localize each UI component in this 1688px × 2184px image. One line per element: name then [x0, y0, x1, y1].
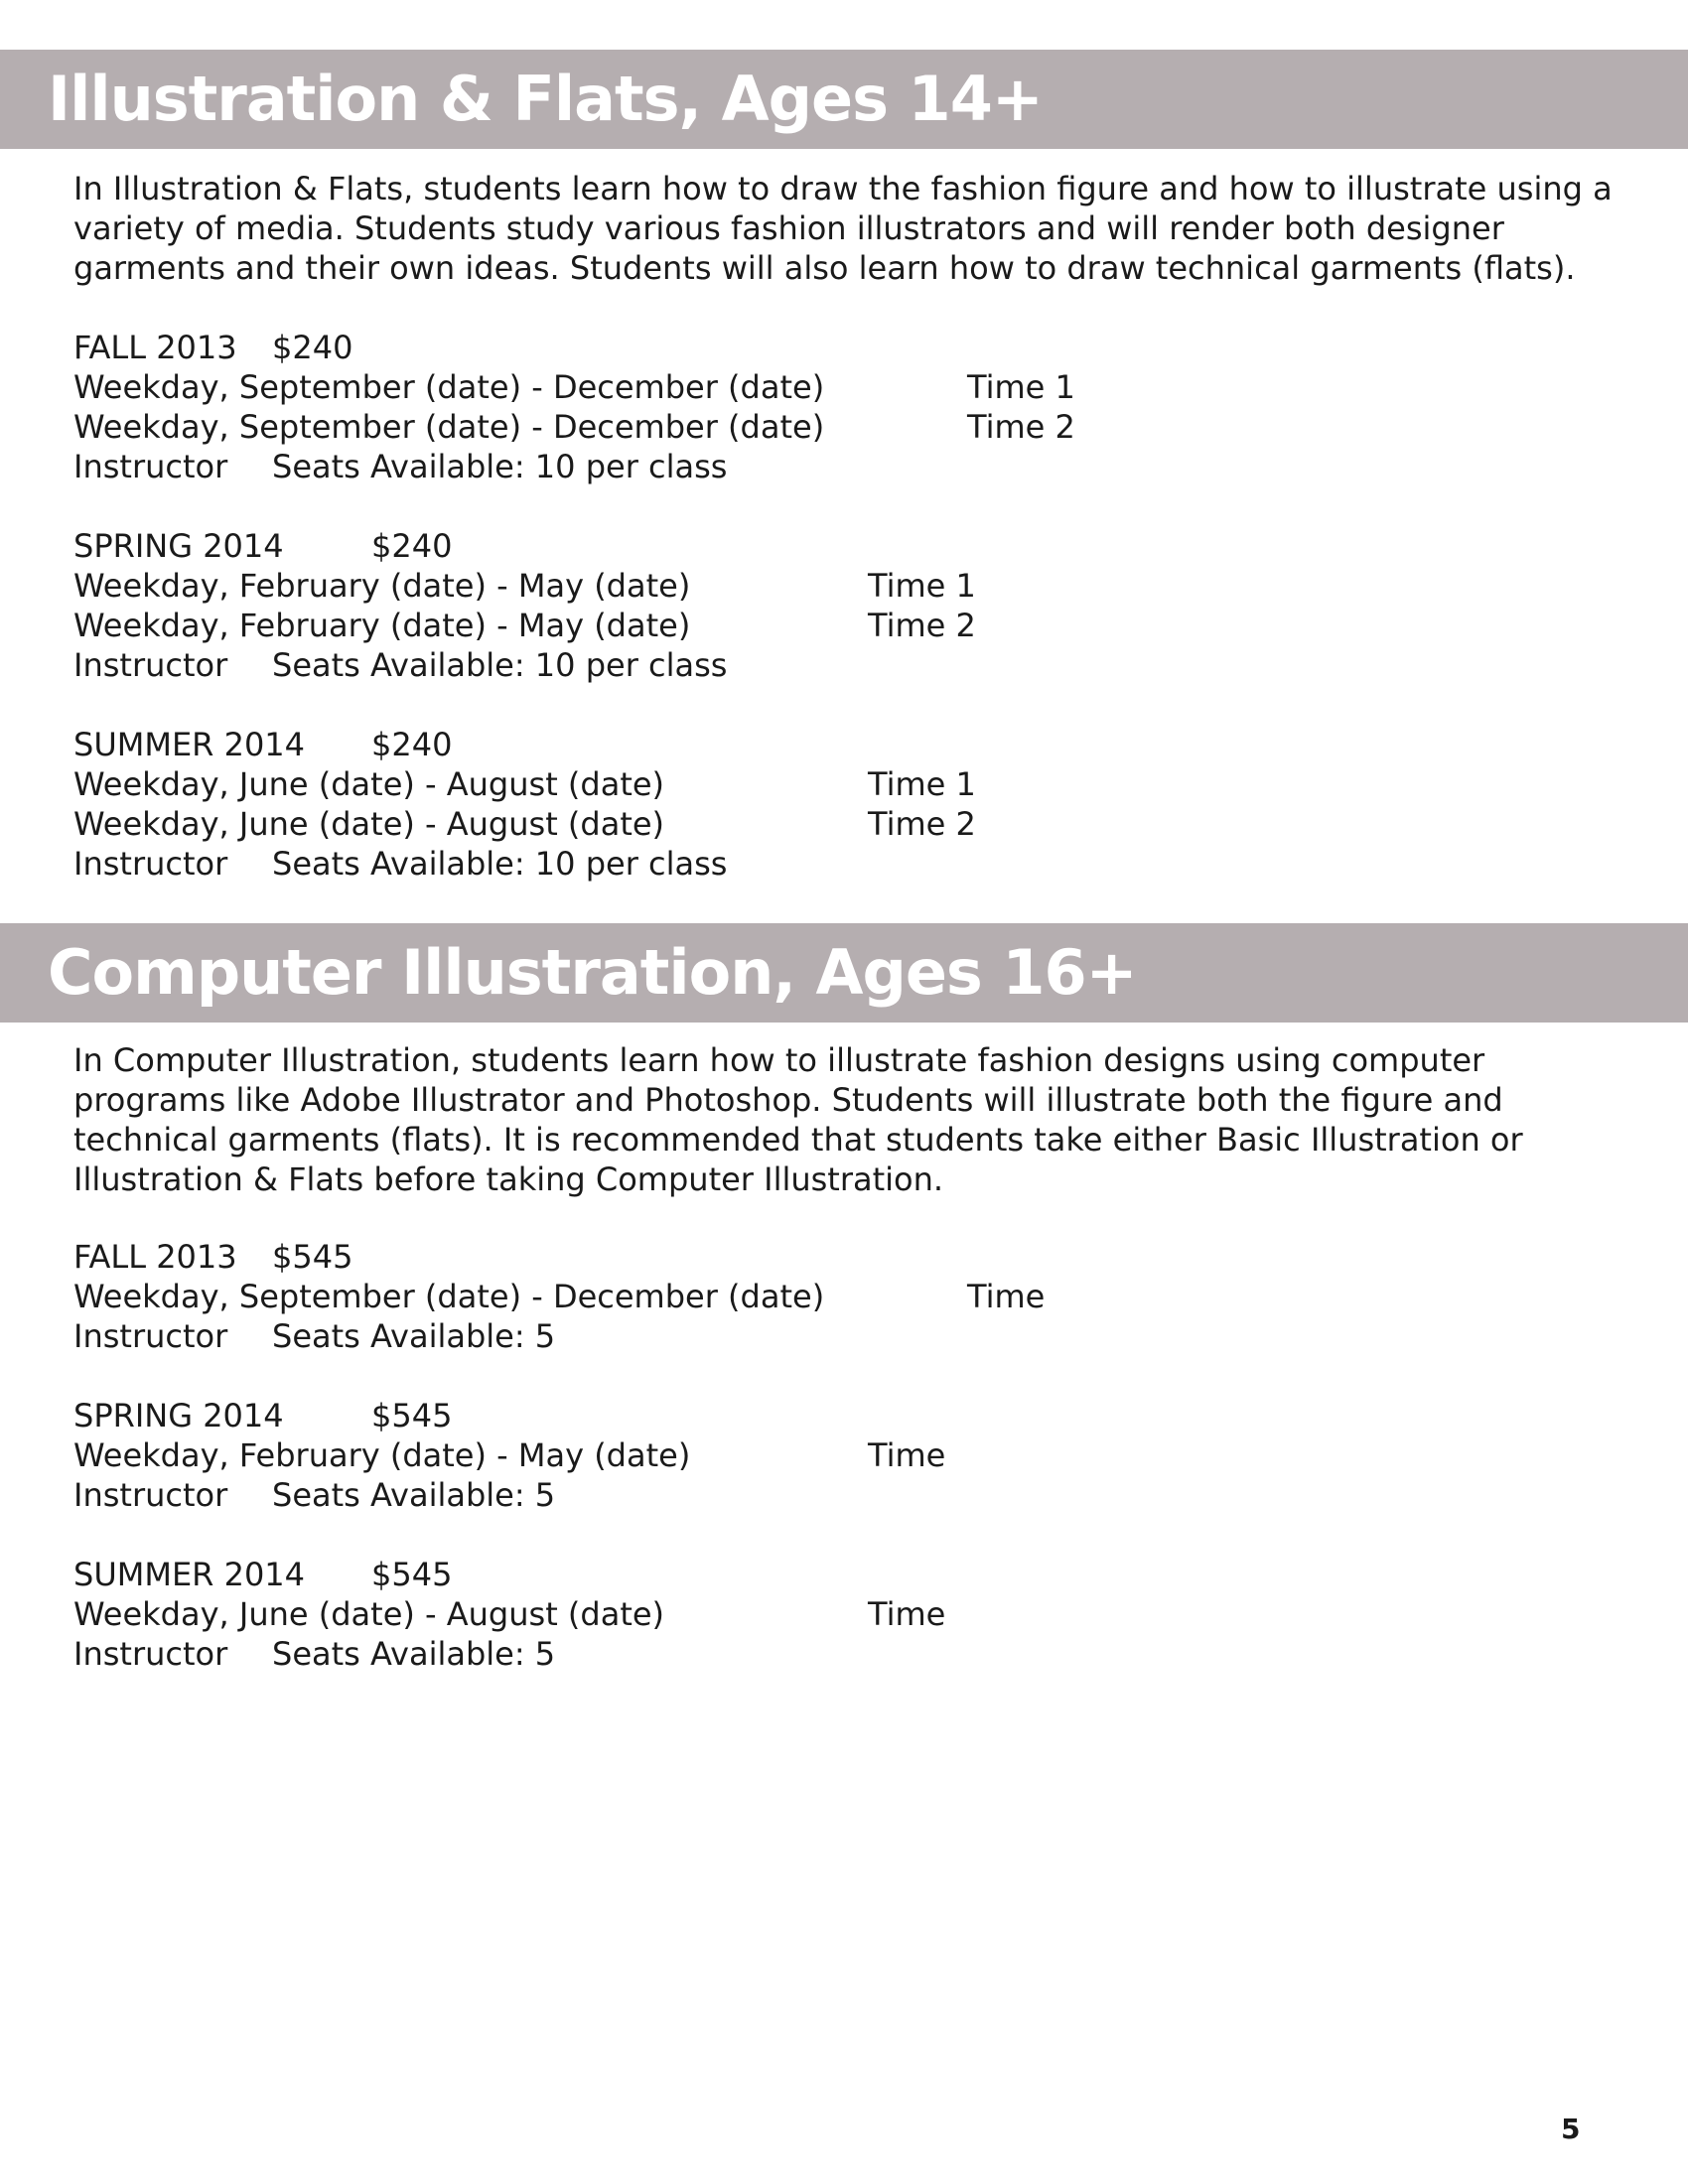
term-heading: [73, 526, 1166, 566]
session-dates: Weekday, February (date) - May (date): [73, 607, 691, 644]
session-time: Time 1: [868, 765, 976, 803]
term-block-spring-2014: [73, 1396, 1166, 1515]
session-dates: Weekday, June (date) - August (date): [73, 765, 665, 803]
section-header-computer-illustration: [0, 923, 1688, 1023]
seats-available: Seats Available: 5: [272, 1635, 556, 1673]
term-block-summer-2014: [73, 1555, 1166, 1674]
instructor-row: [73, 645, 1166, 685]
term-block-fall-2013: [73, 328, 1166, 486]
session-row: [73, 1594, 1166, 1634]
instructor-label: Instructor: [73, 646, 228, 684]
section-description: In Illustration & Flats, students learn how to draw the fashion figure and how to illustrate using a variety of media. Students study various fashion illustrators and will render both designer garments and their own ideas. Students will also learn how to draw technical garments (flats).: [73, 170, 1613, 287]
term-name: SPRING 2014: [73, 1397, 284, 1434]
session-time: Time: [868, 1595, 946, 1633]
instructor-row: [73, 1634, 1166, 1674]
session-row: [73, 1435, 1166, 1475]
term-block-spring-2014: [73, 526, 1166, 685]
session-row: [73, 764, 1166, 804]
section-title: Illustration & Flats, Ages 14+: [48, 63, 1043, 135]
session-dates: Weekday, September (date) - December (date): [73, 1278, 825, 1315]
session-row: [73, 606, 1166, 645]
session-row: [73, 367, 1166, 407]
term-heading: [73, 328, 1166, 367]
term-price: $545: [371, 1397, 453, 1434]
term-heading: [73, 1555, 1166, 1594]
instructor-row: [73, 844, 1166, 884]
instructor-label: Instructor: [73, 1317, 228, 1355]
session-row: [73, 804, 1166, 844]
section-header-illustration-flats: [0, 50, 1688, 149]
session-time: Time 2: [868, 805, 976, 843]
seats-available: Seats Available: 5: [272, 1476, 556, 1514]
instructor-label: Instructor: [73, 448, 228, 485]
section-description: In Computer Illustration, students learn how to illustrate fashion designs using computer programs like Adobe Illustrator and Photoshop. Students will illustrate both the figure and technical garments (flats). It is recommended that students take either Basic Illustration or Illustration & Flats before taking Computer Illustration.: [73, 1041, 1523, 1198]
term-name: FALL 2013: [73, 329, 237, 366]
seats-available: Seats Available: 10 per class: [272, 845, 728, 883]
session-dates: Weekday, February (date) - May (date): [73, 567, 691, 605]
section-title: Computer Illustration, Ages 16+: [48, 936, 1137, 1009]
seats-available: Seats Available: 5: [272, 1317, 556, 1355]
instructor-row: [73, 447, 1166, 486]
term-heading: [73, 1237, 1166, 1277]
session-dates: Weekday, June (date) - August (date): [73, 805, 665, 843]
session-dates: Weekday, September (date) - December (date): [73, 408, 825, 446]
term-price: $240: [371, 726, 453, 763]
session-row: [73, 407, 1166, 447]
session-dates: Weekday, February (date) - May (date): [73, 1436, 691, 1474]
term-heading: [73, 725, 1166, 764]
page-number: 5: [1561, 2113, 1581, 2145]
session-row: [73, 1277, 1166, 1316]
term-name: SPRING 2014: [73, 527, 284, 565]
term-name: SUMMER 2014: [73, 726, 306, 763]
session-row: [73, 566, 1166, 606]
term-block-fall-2013: [73, 1237, 1166, 1356]
session-time: Time 1: [967, 368, 1075, 406]
term-price: $240: [371, 527, 453, 565]
seats-available: Seats Available: 10 per class: [272, 448, 728, 485]
instructor-row: [73, 1316, 1166, 1356]
term-price: $240: [272, 329, 353, 366]
seats-available: Seats Available: 10 per class: [272, 646, 728, 684]
instructor-label: Instructor: [73, 1635, 228, 1673]
instructor-row: [73, 1475, 1166, 1515]
term-heading: [73, 1396, 1166, 1435]
session-time: Time 1: [868, 567, 976, 605]
instructor-label: Instructor: [73, 1476, 228, 1514]
term-name: SUMMER 2014: [73, 1556, 306, 1593]
term-name: FALL 2013: [73, 1238, 237, 1276]
session-time: Time 2: [868, 607, 976, 644]
session-time: Time: [967, 1278, 1046, 1315]
session-time: Time: [868, 1436, 946, 1474]
session-dates: Weekday, September (date) - December (date): [73, 368, 825, 406]
term-price: $545: [272, 1238, 353, 1276]
term-price: $545: [371, 1556, 453, 1593]
session-time: Time 2: [967, 408, 1075, 446]
session-dates: Weekday, June (date) - August (date): [73, 1595, 665, 1633]
term-block-summer-2014: [73, 725, 1166, 884]
instructor-label: Instructor: [73, 845, 228, 883]
